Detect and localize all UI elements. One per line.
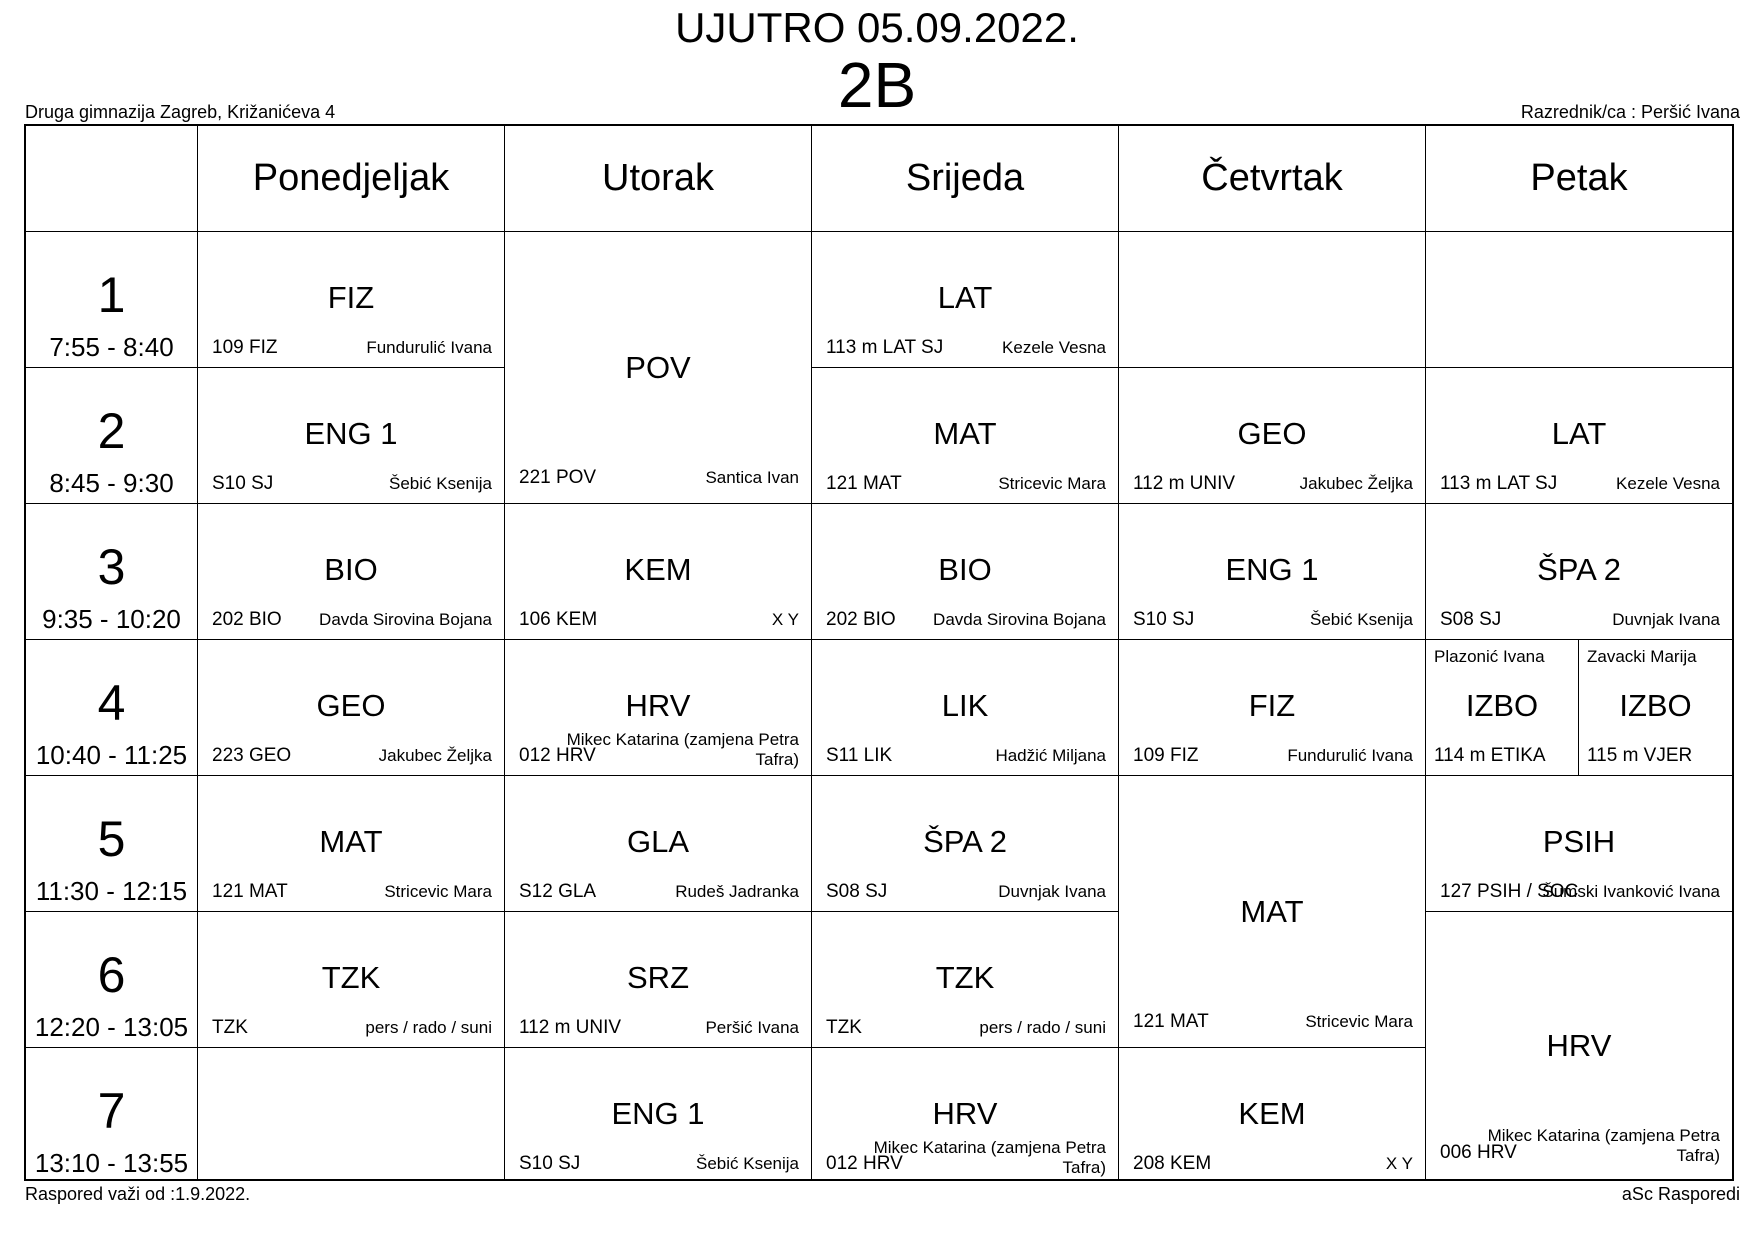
lesson-teacher: Mikec Katarina (zamjena Petra Tafra) [873,1138,1106,1177]
lesson-cell [505,776,812,912]
lesson-cell [505,232,812,504]
lesson-cell [1119,504,1426,640]
lesson-subject: SRZ [627,960,689,995]
lesson-cell [1119,640,1426,776]
empty-cell [1119,232,1426,368]
lesson-subject: IZBO [1465,688,1539,723]
lesson-teacher: Šebić Ksenija [695,1154,799,1173]
lesson-teacher: pers / rado / suni [365,1018,492,1037]
lesson-room: 114 m ETIKA [1434,745,1546,766]
class-teacher: Razrednik/ca : Peršić Ivana [1520,102,1740,122]
lesson-teacher: Duvnjak Ivana [1612,610,1720,629]
lesson-room: S10 SJ [519,1153,581,1174]
lesson-teacher: Plazonić Ivana [1434,647,1545,666]
day-header-wednesday: Srijeda [812,126,1119,232]
lesson-teacher: Jakubec Željka [378,746,492,765]
lesson-subject: HRV [625,688,691,723]
lesson-room: 113 m LAT SJ [1440,473,1558,494]
lesson-room: 115 m VJER [1587,745,1693,766]
lesson-subject: HRV [1546,1028,1612,1063]
lesson-teacher: Zavacki Marija [1587,647,1697,666]
lesson-subject: POV [625,350,691,385]
lesson-teacher: Jakubec Željka [1299,474,1413,493]
lesson-room: TZK [826,1017,862,1038]
lesson-subject: BIO [324,552,378,587]
lesson-cell [812,232,1119,368]
period-time: 7:55 - 8:40 [49,332,174,362]
lesson-room: S12 GLA [519,881,597,902]
lesson-room: S10 SJ [212,473,274,494]
lesson-subject: GEO [1237,416,1307,451]
lesson-cell [198,912,505,1048]
period-2 [26,368,198,504]
period-time: 10:40 - 11:25 [35,740,188,770]
lesson-cell [505,640,812,776]
lesson-cell [1426,368,1732,504]
lesson-subject: PSIH [1542,824,1616,859]
lesson-cell [1426,504,1732,640]
lesson-cell [198,504,505,640]
lesson-room: 202 BIO [212,609,282,630]
lesson-room: 112 m UNIV [1133,473,1236,494]
lesson-cell [1426,912,1732,1179]
lesson-teacher: pers / rado / suni [979,1018,1106,1037]
lesson-subject: KEM [624,552,692,587]
period-time: 12:20 - 13:05 [34,1012,189,1042]
timetable-title: UJUTRO 05.09.2022. [675,4,1079,51]
lesson-cell [1119,776,1426,1048]
lesson-teacher: Stricevic Mara [998,474,1106,493]
lesson-room: 121 MAT [212,881,288,902]
lesson-subject: ENG 1 [611,1096,705,1131]
lesson-room: 202 BIO [826,609,896,630]
lesson-room: 012 HRV [519,745,596,766]
lesson-subject: KEM [1238,1096,1306,1131]
lesson-room: TZK [212,1017,248,1038]
lesson-cell [1426,640,1579,776]
lesson-room: S10 SJ [1133,609,1195,630]
lesson-subject: TZK [321,960,381,995]
lesson-subject: HRV [932,1096,998,1131]
lesson-cell [198,368,505,504]
lesson-room: S08 SJ [826,881,888,902]
period-1 [26,232,198,368]
lesson-room: 121 MAT [1133,1011,1209,1032]
lesson-subject: ŠPA 2 [1537,552,1621,587]
period-number: 1 [97,267,126,323]
period-number: 2 [97,403,126,459]
lesson-teacher: X Y [1385,1154,1413,1173]
corner-cell [26,126,198,232]
lesson-teacher: Duvnjak Ivana [998,882,1106,901]
lesson-teacher: Santica Ivan [705,468,799,487]
lesson-subject: MAT [933,416,997,451]
lesson-subject: GEO [316,688,386,723]
lesson-subject: LAT [937,280,993,315]
lesson-cell [812,504,1119,640]
lesson-cell [198,232,505,368]
lesson-cell [812,776,1119,912]
lesson-teacher: Šebić Ksenija [1309,610,1413,629]
lesson-teacher: Šumski Ivanković Ivana [1542,882,1720,901]
lesson-subject: MAT [1240,894,1304,929]
day-header-tuesday: Utorak [505,126,812,232]
school-name: Druga gimnazija Zagreb, Križanićeva 4 [25,102,336,122]
lesson-room: 208 KEM [1133,1153,1212,1174]
software-credit: aSc Rasporedi [1621,1184,1740,1204]
lesson-teacher: Kezele Vesna [1002,338,1106,357]
lesson-subject: FIZ [1248,688,1296,723]
class-name: 2B [837,49,917,121]
lesson-subject: BIO [938,552,992,587]
lesson-teacher: Šebić Ksenija [388,474,492,493]
period-4 [26,640,198,776]
period-time: 13:10 - 13:55 [34,1148,189,1178]
lesson-teacher: Peršić Ivana [705,1018,799,1037]
lesson-room: 109 FIZ [212,337,278,358]
period-number: 4 [97,675,126,731]
lesson-subject: GLA [626,824,690,859]
lesson-cell [1119,1048,1426,1179]
period-time: 9:35 - 10:20 [42,604,181,634]
empty-cell [1426,232,1732,368]
lesson-teacher: Rudeš Jadranka [675,882,799,901]
lesson-subject: ENG 1 [304,416,398,451]
valid-from: Raspored važi od :1.9.2022. [25,1184,251,1204]
lesson-room: 012 HRV [826,1153,903,1174]
lesson-cell [198,776,505,912]
lesson-cell [505,912,812,1048]
period-5 [26,776,198,912]
lesson-cell [1426,776,1732,912]
lesson-teacher: Fundurulić Ivana [1287,746,1413,765]
period-number: 5 [97,811,126,867]
lesson-cell [505,1048,812,1179]
lesson-subject: TZK [935,960,995,995]
lesson-room: 112 m UNIV [519,1017,622,1038]
lesson-cell [812,368,1119,504]
day-header-friday: Petak [1426,126,1732,232]
lesson-teacher: Kezele Vesna [1616,474,1720,493]
period-7 [26,1048,198,1179]
period-number: 3 [97,539,126,595]
lesson-cell [812,1048,1119,1179]
lesson-teacher: Stricevic Mara [384,882,492,901]
lesson-subject: IZBO [1619,688,1692,723]
lesson-cell [1119,368,1426,504]
lesson-teacher: X Y [771,610,799,629]
day-header-monday: Ponedjeljak [198,126,505,232]
lesson-teacher: Hadžić Miljana [995,746,1106,765]
lesson-room: 113 m LAT SJ [826,337,944,358]
lesson-room: 006 HRV [1440,1142,1517,1163]
empty-cell [198,1048,505,1179]
lesson-room: 127 PSIH / SOC [1440,881,1579,902]
period-6 [26,912,198,1048]
lesson-teacher: Davda Sirovina Bojana [319,610,492,629]
lesson-subject: ŠPA 2 [923,824,1007,859]
lesson-subject: LIK [941,688,989,723]
lesson-cell [1579,640,1732,776]
lesson-teacher: Stricevic Mara [1305,1012,1413,1031]
lesson-cell [505,504,812,640]
lesson-teacher: Mikec Katarina (zamjena Petra Tafra) [566,730,799,769]
lesson-room: 106 KEM [519,609,598,630]
lesson-subject: MAT [319,824,383,859]
lesson-room: 223 GEO [212,745,292,766]
period-3 [26,504,198,640]
lesson-subject: ENG 1 [1225,552,1319,587]
lesson-cell [198,640,505,776]
day-header-thursday: Četvrtak [1119,126,1426,232]
timetable-grid [24,124,1734,1181]
lesson-teacher: Davda Sirovina Bojana [933,610,1106,629]
lesson-room: 221 POV [519,467,597,488]
lesson-room: S11 LIK [826,745,893,766]
lesson-room: 109 FIZ [1133,745,1199,766]
lesson-room: S08 SJ [1440,609,1502,630]
period-number: 6 [97,947,126,1003]
period-time: 11:30 - 12:15 [35,876,188,906]
lesson-cell [812,912,1119,1048]
period-time: 8:45 - 9:30 [49,468,174,498]
lesson-teacher: Fundurulić Ivana [366,338,492,357]
lesson-subject: FIZ [327,280,375,315]
period-number: 7 [97,1083,126,1139]
lesson-subject: LAT [1551,416,1607,451]
lesson-teacher: Mikec Katarina (zamjena Petra Tafra) [1487,1126,1720,1165]
lesson-cell [812,640,1119,776]
lesson-room: 121 MAT [826,473,902,494]
